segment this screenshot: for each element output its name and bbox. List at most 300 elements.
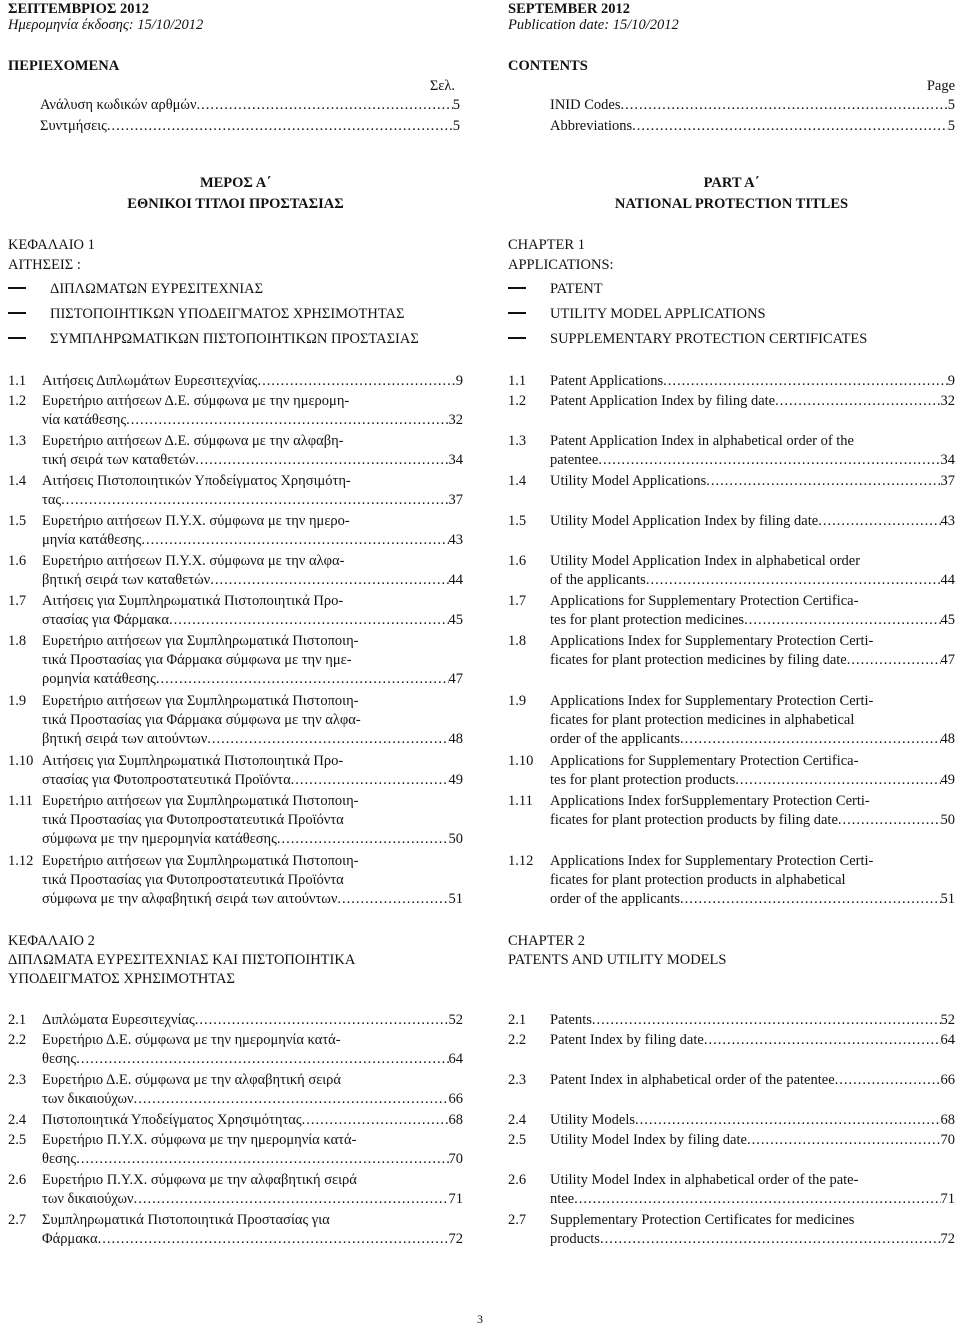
toc-entry-line [550,771,955,790]
toc-entry-text: Patent Index by filing date [550,1032,704,1048]
toc-entry-text: Applications Index for Supplementary Protection Certi- [550,693,874,709]
toc-entry-text: Ευρετήριο αιτήσεων Π.Υ.Χ. σύμφωνα με την αλφα- [42,553,345,569]
toc-number: 1.6 [8,553,27,569]
toc-number: 2.5 [508,1132,527,1148]
header-date: Ημερομηνία έκδοσης: 15/10/2012 [8,17,204,33]
toc-number: 2.1 [8,1012,27,1028]
dot-leader [747,1131,941,1150]
toc-entry-text: Patent Applications [550,373,664,389]
toc-number: 2.5 [8,1132,27,1148]
toc-entry-text: ficates for plant protection medicines in alphabetical [550,712,855,728]
toc-number: 1.11 [508,793,533,809]
toc-body [42,1111,463,1130]
dot-leader [207,730,448,749]
toc-body [42,372,463,391]
contents-title: ΠΕΡΙΕΧΟΜΕΝΑ [8,58,120,74]
toc-entry-text: βητική σειρά των αιτούντων [42,731,208,747]
toc-page-number: 68 [448,1112,463,1128]
toc-number: 1.7 [8,593,27,609]
toc-page-number: 52 [940,1012,955,1028]
toc-number: 1.12 [508,853,534,869]
toc-entry-text: Utility Model Application Index by filing date [550,513,819,529]
toc-entry-text: Φάρμακα [42,1231,98,1247]
dot-leader [744,611,940,630]
toc-entry-line [550,890,955,909]
toc-entry-text: Ευρετήριο αιτήσεων για Συμπληρωματικά Πιστοποιη- [42,633,359,649]
toc-entry-text: Patents [550,1012,592,1028]
toc-body [42,1031,463,1069]
toc-entry-text: Ευρετήριο Π.Υ.Χ. σύμφωνα με την ημερομηνία κατά- [42,1132,357,1148]
toc-body [550,1011,955,1030]
toc-body [42,1211,463,1249]
part-title: ΜΕΡΟΣ Α΄ [199,175,272,191]
dot-leader [98,1230,449,1249]
dot-leader [257,372,455,391]
toc-page-number: 72 [940,1231,955,1247]
toc-entry-line [42,890,463,909]
toc-body [42,512,463,550]
toc-page-number: 34 [940,452,955,468]
toc-entry-line [42,491,463,510]
toc-entry-line [42,730,463,749]
toc-number: 2.3 [508,1072,527,1088]
toc-entry-text: ficates for plant protection products in alphabetical [550,872,846,888]
toc-body [42,552,463,590]
toc-entry-line [550,1011,955,1030]
toc-page-number: 49 [940,772,955,788]
toc-entry-text: ρομηνία κατάθεσης [42,671,156,687]
toc-entry-text: των δικαιούχων [42,1191,134,1207]
toc-entry-text: Ευρετήριο αιτήσεων για Συμπληρωματικά Πιστοποιη- [42,693,359,709]
toc-entry-line [42,372,463,391]
toc-entry-text: Συντμήσεις [40,118,107,134]
page-label: Page [926,78,955,94]
toc-number: 1.1 [8,373,27,389]
bullet-item: ΠΙΣΤΟΠΟΙΗΤΙΚΩΝ ΥΠΟΔΕΙΓΜΑΤΟΣ ΧΡΗΣΙΜΟΤΗΤΑΣ [50,306,405,322]
toc-entry-text: products [550,1231,600,1247]
dot-leader [835,1071,941,1090]
toc-body [550,1031,955,1050]
dot-leader [337,890,448,909]
toc-number: 1.9 [8,693,27,709]
toc-number: 1.6 [508,553,527,569]
toc-entry-text: Applications Index forSupplementary Protection Certi- [550,793,870,809]
toc-number: 2.2 [8,1032,27,1048]
toc-page-number: 64 [940,1032,955,1048]
dot-leader [134,1190,449,1209]
toc-entry-line [550,96,955,114]
chapter1-subtitle: APPLICATIONS: [508,257,614,273]
toc-entry-line [42,1090,463,1109]
toc-body [550,372,955,391]
toc-page-number: 37 [940,473,955,489]
bullet-item: SUPPLEMENTARY PROTECTION CERTIFICATES [550,331,868,347]
toc-entry-text: Αιτήσεις Διπλωμάτων Ευρεσιτεχνίας [42,373,258,389]
toc-entry-text: patentee [550,452,599,468]
dot-leader [635,1111,941,1130]
toc-entry-text: Applications for Supplementary Protection Certifica- [550,593,859,609]
toc-number: 2.1 [508,1012,527,1028]
toc-body [550,432,955,470]
toc-body [42,392,463,430]
toc-number: 1.11 [8,793,33,809]
toc-entry-line [42,1111,463,1130]
chapter1-title: CHAPTER 1 [508,237,585,253]
toc-page-number: 5 [452,97,460,113]
toc-body [550,472,955,491]
toc-body [550,632,955,670]
toc-body [42,432,463,470]
dot-leader [76,1150,448,1169]
dash-bullet-icon [508,287,526,289]
toc-page-number: 50 [940,812,955,828]
page-number: 3 [477,1312,483,1326]
chapter2-line1: PATENTS AND UTILITY MODELS [508,952,727,968]
toc-page-number: 44 [940,572,955,588]
toc-entry-line [42,411,463,430]
dot-leader [141,531,448,550]
toc-entry-text: Abbreviations [550,118,633,134]
toc-page-number: 47 [940,652,955,668]
toc-entry-line [42,531,463,550]
toc-page-number: 71 [448,1191,463,1207]
toc-entry-line [550,1111,955,1130]
dot-leader [574,1190,940,1209]
toc-entry-text: Patent Application Index by filing date [550,393,776,409]
toc-entry-line [42,771,463,790]
toc-entry-line [42,1230,463,1249]
toc-entry-text: Utility Model Index by filing date [550,1132,747,1148]
chapter2-title: CHAPTER 2 [508,933,585,949]
toc-number: 2.3 [8,1072,27,1088]
toc-page-number: 72 [448,1231,463,1247]
toc-page-number: 5 [947,97,955,113]
header-month: ΣΕΠΤΕΜΒΡΙΟΣ 2012 [8,1,150,17]
toc-entry-line [550,512,955,531]
toc-number: 1.12 [8,853,34,869]
dot-leader [169,611,448,630]
toc-entry-text: Ευρετήριο αιτήσεων για Συμπληρωματικά Πιστοποιη- [42,793,359,809]
toc-body [42,1171,463,1209]
toc-entry-line [550,451,955,470]
toc-body [550,512,955,531]
toc-body [550,1071,955,1090]
toc-page-number: 51 [448,891,463,907]
toc-body [550,752,955,790]
toc-body [42,852,463,909]
dot-leader [126,411,448,430]
toc-entry-line [550,1230,955,1249]
toc-entry-line [550,1131,955,1150]
toc-entry-text: order of the applicants [550,891,681,907]
toc-body [550,792,955,830]
dot-leader [592,1011,941,1030]
toc-entry-text: INID Codes [550,97,621,113]
dot-leader [107,117,453,135]
toc-entry-line [550,117,955,135]
toc-page-number: 52 [448,1012,463,1028]
toc-entry-text: Ευρετήριο αιτήσεων Δ.Ε. σύμφωνα με την ημερομη- [42,393,350,409]
toc-entry-text: τική σειρά των καταθετών [42,452,196,468]
toc-entry-text: Ευρετήριο Δ.Ε. σύμφωνα με την ημερομηνία κατά- [42,1032,341,1048]
toc-page-number: 51 [940,891,955,907]
header-month: SEPTEMBER 2012 [508,1,631,17]
header-date: Publication date: 15/10/2012 [508,17,679,33]
toc-number: 1.7 [508,593,527,609]
toc-body [42,632,463,689]
dot-leader [680,890,940,909]
toc-number: 2.2 [508,1032,527,1048]
toc-entry-line [550,1031,955,1050]
toc-entry-line [550,611,955,630]
toc-entry-text: Ευρετήριο αιτήσεων για Συμπληρωματικά Πιστοποιη- [42,853,359,869]
toc-entry-text: Ευρετήριο αιτήσεων Δ.Ε. σύμφωνα με την αλφαβη- [42,433,344,449]
chapter2-line2: ΥΠΟΔΕΙΓΜΑΤΟΣ ΧΡΗΣΙΜΟΤΗΤΑΣ [8,971,235,987]
toc-entry-text: των δικαιούχων [42,1091,134,1107]
toc-entry-text: στασίας για Φυτοπροστατευτικά Προϊόντα [42,772,291,788]
toc-page-number: 32 [448,412,463,428]
dot-leader [61,491,448,510]
toc-number: 1.5 [508,513,527,529]
toc-number: 2.6 [508,1172,527,1188]
toc-body [42,1011,463,1030]
toc-entry-text: τικά Προστασίας για Φυτοπροστατευτικά Προϊόντα [42,872,344,888]
toc-entry-line [42,1050,463,1069]
dot-leader [291,771,449,790]
toc-page-number: 70 [940,1132,955,1148]
dot-leader [76,1050,448,1069]
toc-entry-text: ficates for plant protection products by filing date [550,812,838,828]
toc-entry-text: Συμπληρωματικά Πιστοποιητικά Προστασίας για [42,1212,330,1228]
contents-title: CONTENTS [508,58,588,74]
toc-number: 2.7 [8,1212,27,1228]
toc-number: 2.7 [508,1212,527,1228]
toc-page-number: 70 [448,1151,463,1167]
toc-body [42,1131,463,1169]
toc-body [550,552,955,590]
toc-entry-text: θεσης [42,1051,77,1067]
toc-entry-line [550,1190,955,1209]
toc-page-number: 45 [448,612,463,628]
toc-entry-line [550,1071,955,1090]
chapter1-subtitle: ΑΙΤΗΣΕΙΣ : [8,257,81,273]
dot-leader [838,811,941,830]
toc-number: 1.3 [8,433,27,449]
dot-leader [663,372,948,391]
toc-entry-line [42,830,463,849]
toc-page-number: 64 [448,1051,463,1067]
toc-entry-text: τικά Προστασίας για Φάρμακα σύμφωνα με την αλφα- [42,712,361,728]
toc-entry-text: σύμφωνα με την ημερομηνία κατάθεσης [42,831,277,847]
toc-entry-text: Utility Model Index in alphabetical order of the pate- [550,1172,859,1188]
toc-number: 1.8 [508,633,527,649]
toc-entry-line [42,571,463,590]
dot-leader [302,1111,449,1130]
toc-entry-text: τικά Προστασίας για Φυτοπροστατευτικά Προϊόντα [42,812,344,828]
toc-body [42,472,463,510]
toc-number: 2.6 [8,1172,27,1188]
toc-entry-line [42,1190,463,1209]
dot-leader [632,117,948,135]
toc-entry-text: τας [42,492,62,508]
toc-entry-line [550,811,955,830]
dot-leader [620,96,947,114]
toc-page-number: 43 [448,532,463,548]
toc-body [42,592,463,630]
toc-body [42,1071,463,1109]
toc-entry-line [550,651,955,670]
dash-bullet-icon [508,312,526,314]
toc-entry-text: Applications Index for Supplementary Protection Certi- [550,633,874,649]
chapter1-title: ΚΕΦΑΛΑΙΟ 1 [8,237,95,253]
toc-entry-line [42,1011,463,1030]
toc-page-number: 68 [940,1112,955,1128]
bullet-item: ΔΙΠΛΩΜΑΤΩΝ ΕΥΡΕΣΙΤΕΧΝΙΑΣ [50,281,264,297]
toc-number: 1.2 [508,393,527,409]
toc-entry-text: Applications for Supplementary Protection Certifica- [550,753,859,769]
toc-entry-text: Αιτήσεις για Συμπληρωματικά Πιστοποιητικά Προ- [42,593,344,609]
toc-entry-text: Patent Application Index in alphabetical order of the [550,433,854,449]
toc-body [550,852,955,909]
toc-entry-line [550,730,955,749]
toc-page-number: 9 [455,373,463,389]
dot-leader [197,96,453,114]
toc-page-number: 44 [448,572,463,588]
toc-entry-line [42,451,463,470]
dot-leader [735,771,940,790]
toc-entry-text: Supplementary Protection Certificates for medicines [550,1212,855,1228]
toc-entry-line [550,472,955,491]
toc-page-number: 50 [448,831,463,847]
dash-bullet-icon [8,312,26,314]
toc-entry-line [40,117,460,135]
chapter2-line1: ΔΙΠΛΩΜΑΤΑ ΕΥΡΕΣΙΤΕΧΝΙΑΣ ΚΑΙ ΠΙΣΤΟΠΟΙΗΤΙΚΑ [8,952,356,968]
dot-leader [277,830,449,849]
toc-number: 1.1 [508,373,527,389]
toc-number: 1.4 [508,473,527,489]
dot-leader [600,1230,941,1249]
toc-page-number: 34 [448,452,463,468]
toc-number: 2.4 [508,1112,527,1128]
toc-entry-text: θεσης [42,1151,77,1167]
toc-entry-text: τικά Προστασίας για Φάρμακα σύμφωνα με την ημε- [42,652,352,668]
dot-leader [680,730,940,749]
toc-page-number: 49 [448,772,463,788]
toc-entry-text: Utility Model Application Index in alphabetical order [550,553,861,569]
toc-body [550,1171,955,1209]
toc-entry-text: Ευρετήριο αιτήσεων Π.Υ.Χ. σύμφωνα με την ημερο- [42,513,350,529]
toc-page-number: 71 [940,1191,955,1207]
toc-entry-text: σύμφωνα με την αλφαβητική σειρά των αιτούντων [42,891,338,907]
dash-bullet-icon [8,287,26,289]
dot-leader [195,451,448,470]
toc-entry-text: Διπλώματα Ευρεσιτεχνίας [42,1012,195,1028]
dot-leader [704,1031,941,1050]
bullet-item: ΣΥΜΠΛΗΡΩΜΑΤΙΚΩΝ ΠΙΣΤΟΠΟΙΗΤΙΚΩΝ ΠΡΟΣΤΑΣΙΑΣ [50,331,419,347]
toc-entry-text: of the applicants [550,572,646,588]
toc-page-number: 48 [448,731,463,747]
toc-number: 1.3 [508,433,527,449]
toc-page-number: 43 [940,513,955,529]
toc-entry-text: Αιτήσεις για Συμπληρωματικά Πιστοποιητικά Προ- [42,753,344,769]
dot-leader [775,392,940,411]
toc-body [42,792,463,849]
toc-number: 2.4 [8,1112,27,1128]
toc-number: 1.9 [508,693,527,709]
toc-entry-line [42,670,463,689]
toc-entry-line [42,1150,463,1169]
toc-entry-text: ntee [550,1191,575,1207]
toc-entry-text: νία κατάθεσης [42,412,127,428]
dash-bullet-icon [8,337,26,339]
toc-number: 1.10 [8,753,34,769]
dot-leader [195,1011,449,1030]
toc-number: 1.10 [508,753,534,769]
toc-page-number: 66 [940,1072,955,1088]
toc-entry-line [550,392,955,411]
toc-page-number: 32 [940,393,955,409]
toc-entry-line [42,611,463,630]
toc-entry-text: ficates for plant protection medicines by filing date [550,652,847,668]
toc-page-number: 5 [452,118,460,134]
toc-entry-text: βητική σειρά των καταθετών [42,572,211,588]
toc-body [42,692,463,749]
toc-entry-text: Applications Index for Supplementary Protection Certi- [550,853,874,869]
toc-body [42,752,463,790]
part-subtitle: ΕΘΝΙΚΟΙ ΤΙΤΛΟΙ ΠΡΟΣΤΑΣΙΑΣ [127,196,344,212]
toc-page-number: 5 [947,118,955,134]
dot-leader [706,472,940,491]
toc-number: 1.2 [8,393,27,409]
toc-entry-text: Αιτήσεις Πιστοποιητικών Υποδείγματος Χρησιμότη- [42,473,351,489]
dot-leader [134,1090,449,1109]
chapter2-title: ΚΕΦΑΛΑΙΟ 2 [8,933,95,949]
toc-body [550,592,955,630]
toc-body [550,1111,955,1130]
toc-number: 1.8 [8,633,27,649]
toc-entry-text: στασίας για Φάρμακα [42,612,170,628]
toc-entry-text: Πιστοποιητικά Υποδείγματος Χρησιμότητας [42,1112,302,1128]
dot-leader [598,451,940,470]
toc-page-number: 45 [940,612,955,628]
dot-leader [156,670,449,689]
toc-entry-text: Utility Model Applications [550,473,707,489]
part-title: PART A΄ [703,175,760,191]
dot-leader [646,571,941,590]
toc-body [550,1211,955,1249]
dash-bullet-icon [508,337,526,339]
toc-number: 1.5 [8,513,27,529]
toc-entry-text: order of the applicants [550,731,681,747]
toc-entry-line [550,571,955,590]
page-label: Σελ. [429,78,455,94]
toc-page-number: 48 [940,731,955,747]
dot-leader [847,651,941,670]
part-subtitle: NATIONAL PROTECTION TITLES [614,196,849,212]
toc-entry-text: tes for plant protection medicines [550,612,745,628]
toc-entry-line [40,96,460,114]
toc-body [550,692,955,749]
toc-page-number: 66 [448,1091,463,1107]
toc-entry-text: Ανάλυση κωδικών αρθμών [40,97,197,113]
toc-entry-text: μηνία κατάθεσης [42,532,142,548]
toc-entry-text: Ευρετήριο Π.Υ.Χ. σύμφωνα με την αλφαβητική σειρά [42,1172,357,1188]
dot-leader [210,571,448,590]
bullet-item: PATENT [550,281,603,297]
toc-entry-text: tes for plant protection products [550,772,736,788]
dot-leader [818,512,940,531]
toc-entry-line [550,372,955,391]
